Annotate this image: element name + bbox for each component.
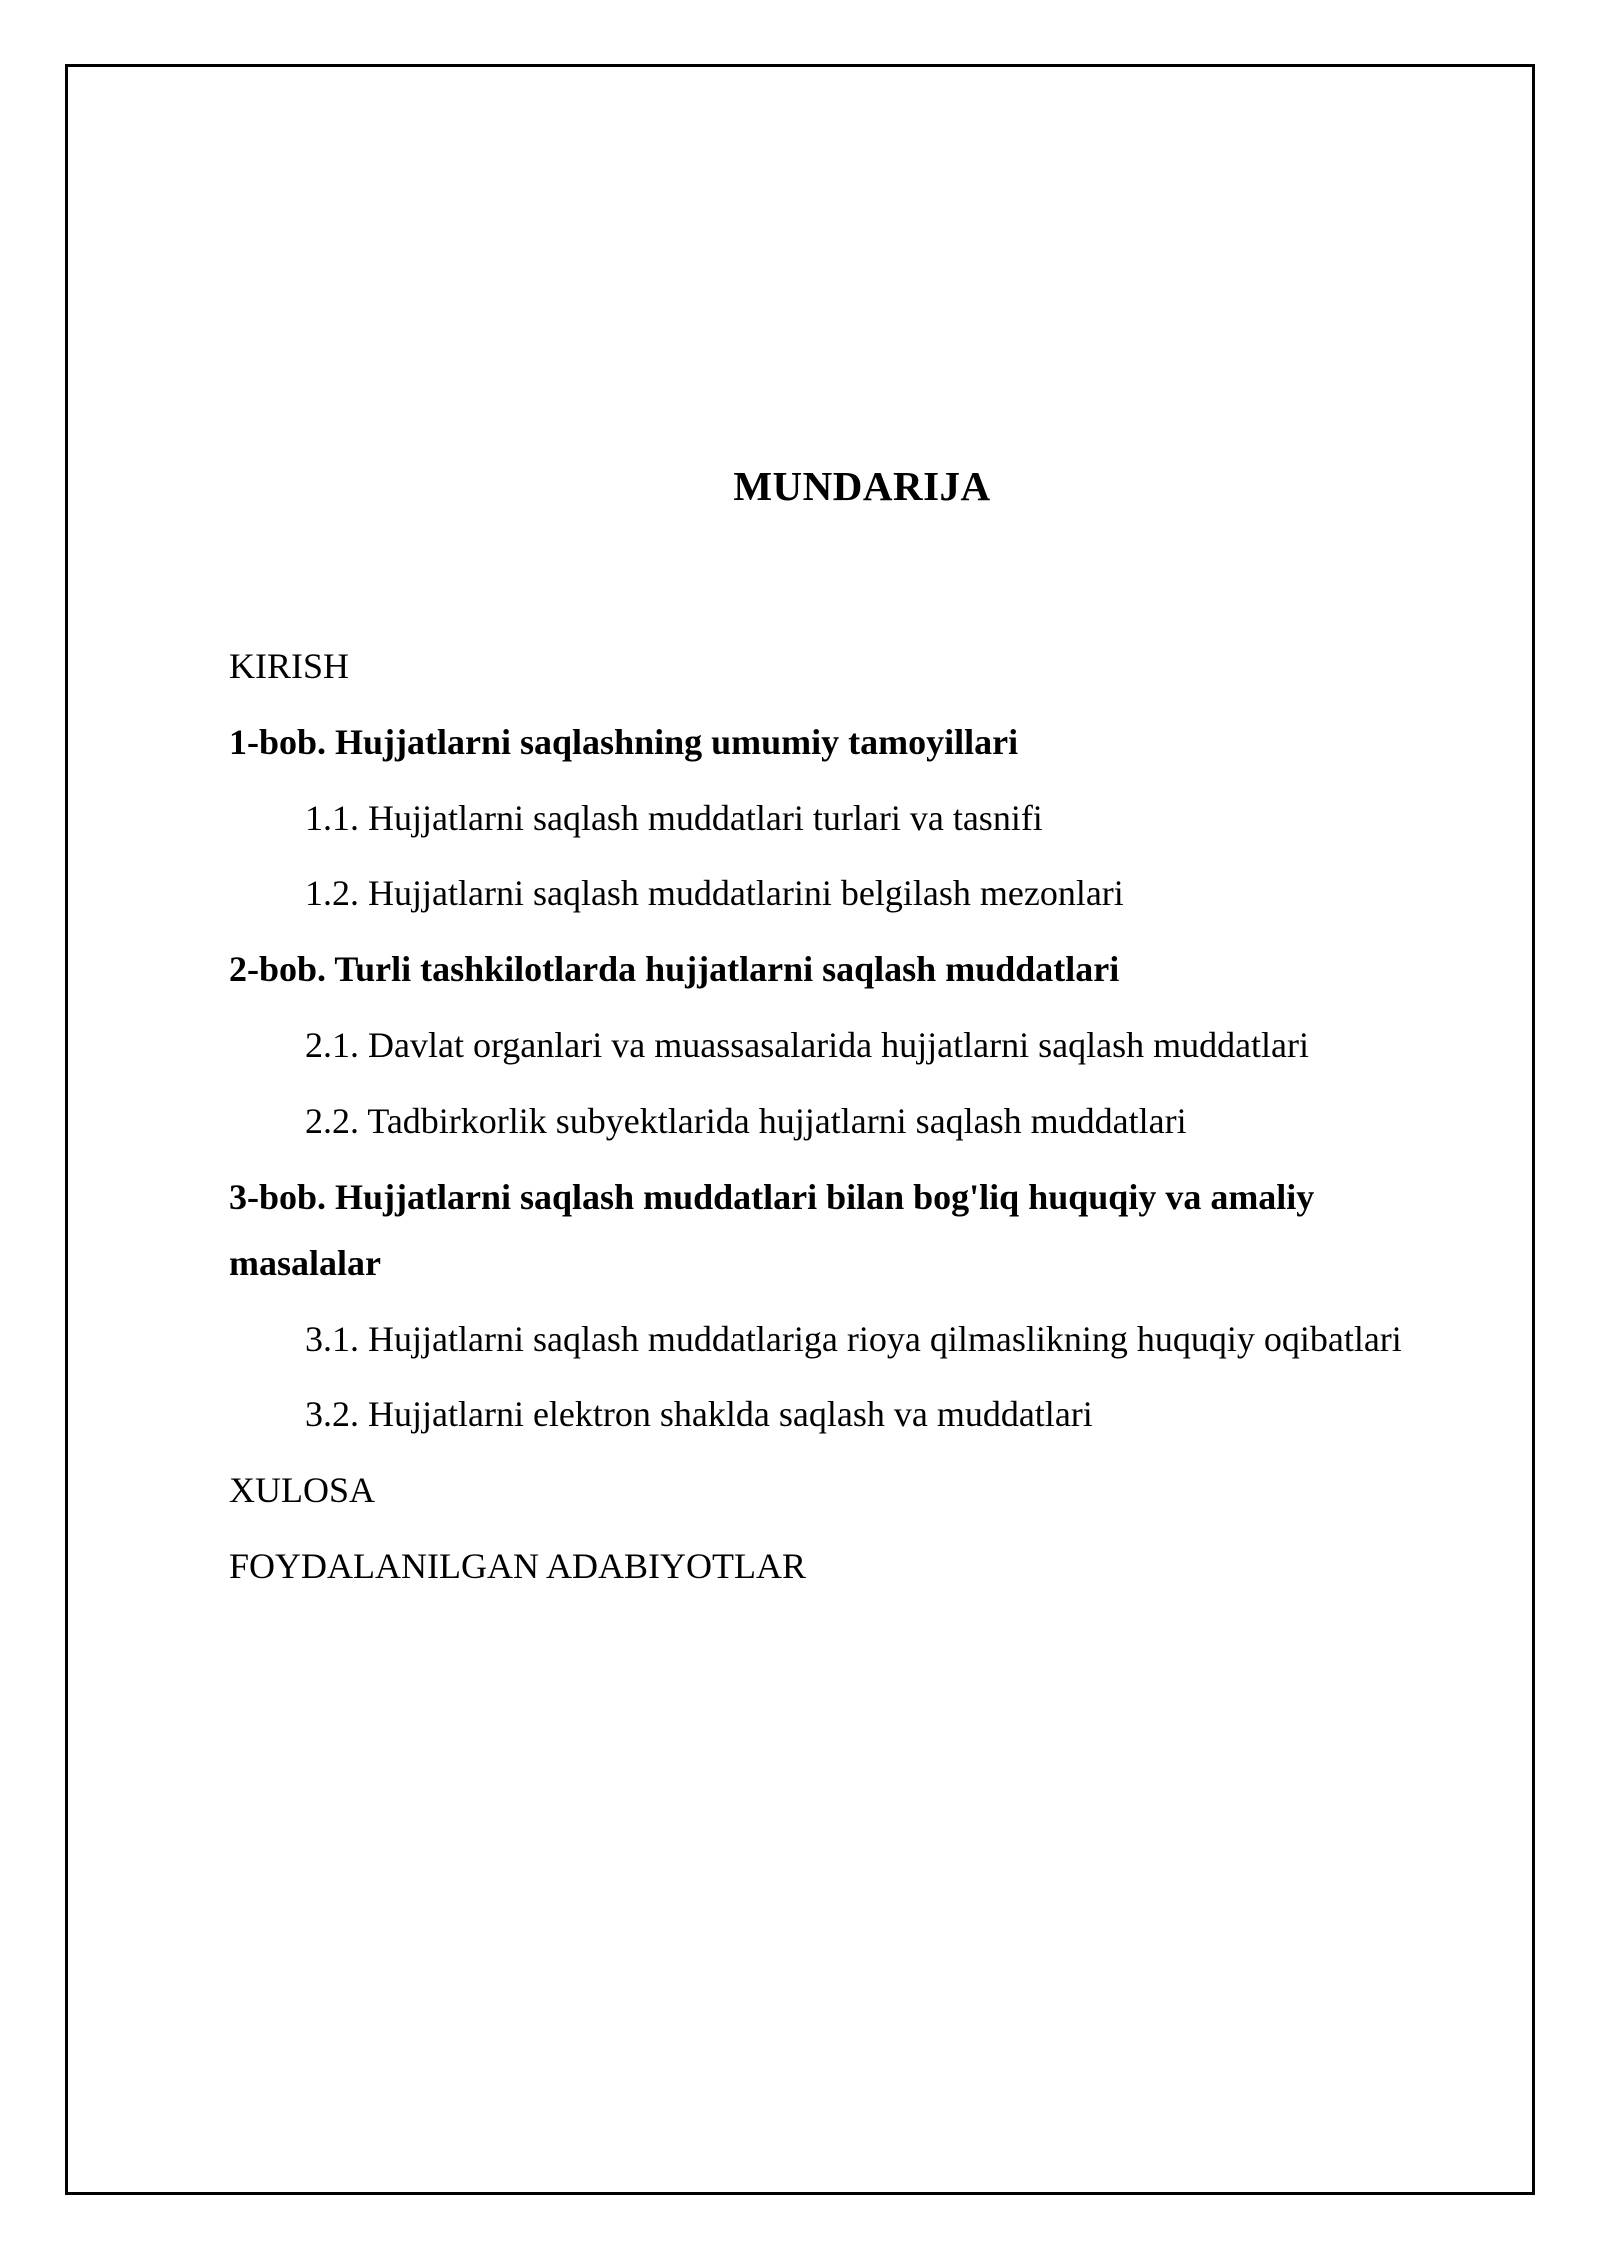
toc-section-2-2: 2.2. Tadbirkorlik subyektlarida hujjatlarni saqlash muddatlari: [305, 1101, 1187, 1141]
page-title: MUNDARIJA: [733, 463, 991, 509]
toc-chapter-3: 3-bob. Hujjatlarni saqlash muddatlari bilan bog'liq huquqiy va amaliy: [229, 1177, 1315, 1217]
toc-section-1-1: 1.1. Hujjatlarni saqlash muddatlari turlari va tasnifi: [305, 798, 1043, 838]
toc-section-2-1: 2.1. Davlat organlari va muassasalarida hujjatlarni saqlash muddatlari: [305, 1025, 1310, 1065]
toc-chapter-2: 2-bob. Turli tashkilotlarda hujjatlarni saqlash muddatlari: [229, 949, 1120, 989]
toc-item-references: FOYDALANILGAN ADABIYOTLAR: [229, 1546, 806, 1586]
toc-chapter-1: 1-bob. Hujjatlarni saqlashning umumiy tamoyillari: [229, 722, 1019, 762]
toc-section-3-1: 3.1. Hujjatlarni saqlash muddatlariga rioya qilmaslikning huquqiy oqibatlari: [305, 1319, 1402, 1359]
toc-item-intro: KIRISH: [229, 646, 350, 686]
toc-section-3-2: 3.2. Hujjatlarni elektron shaklda saqlash va muddatlari: [305, 1394, 1093, 1434]
toc-section-1-2: 1.2. Hujjatlarni saqlash muddatlarini belgilash mezonlari: [305, 873, 1124, 913]
toc-item-conclusion: XULOSA: [229, 1470, 376, 1510]
toc-chapter-3-continued: masalalar: [229, 1243, 381, 1283]
